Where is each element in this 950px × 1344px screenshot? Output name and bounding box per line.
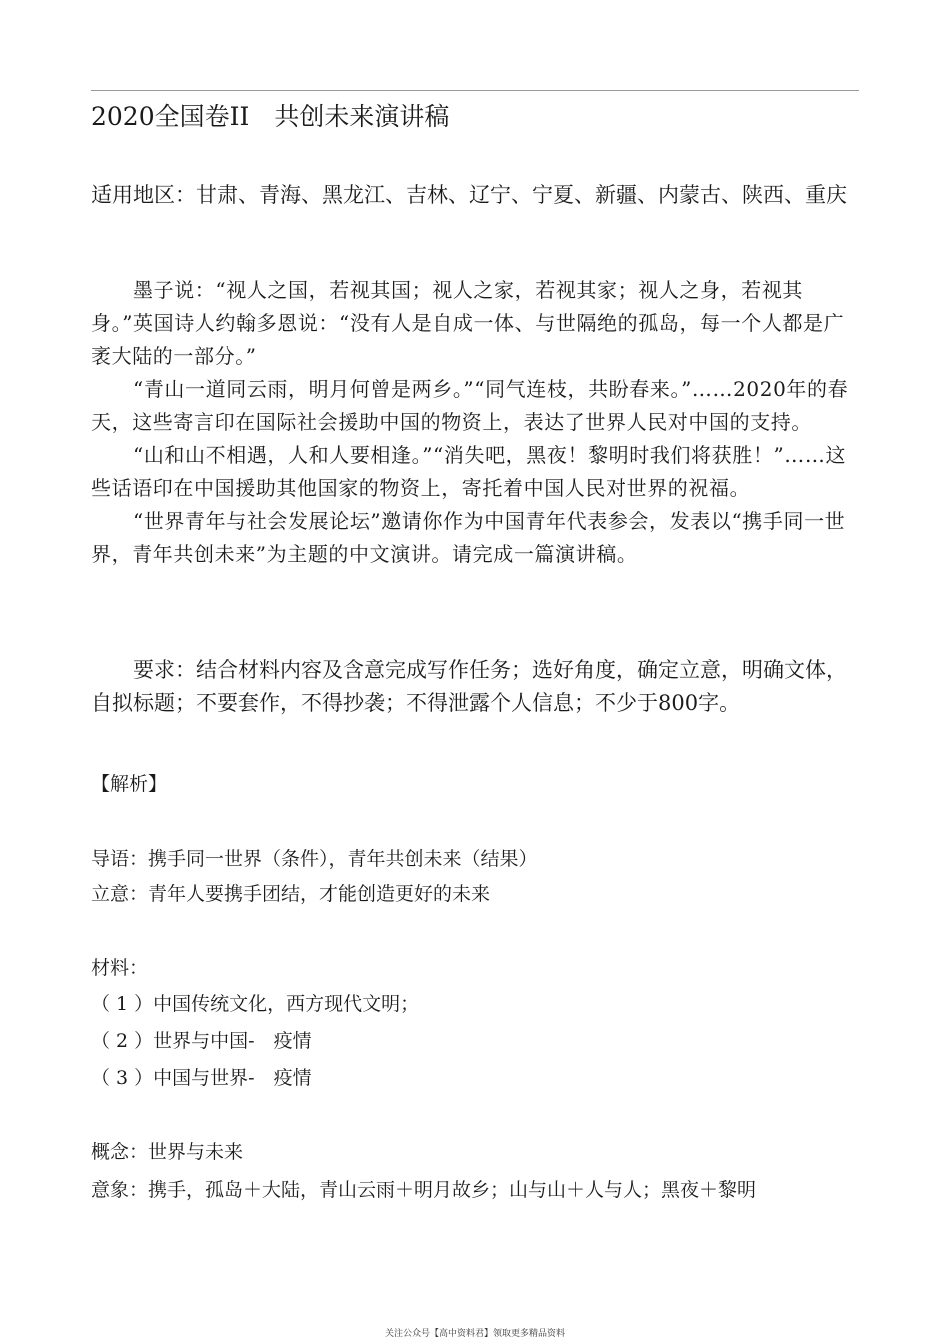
prompt-material xyxy=(91,274,861,571)
concept-line: 概念：世界与未来 xyxy=(91,1141,244,1163)
imagery-line: 意象：携手，孤岛＋大陆，青山云雨＋明月故乡；山与山＋人与人；黑夜＋黎明 xyxy=(91,1179,757,1201)
page-footer: 关注公众号【高中资料君】领取更多精品资料 xyxy=(384,1329,565,1339)
applicable-regions: 适用地区：甘肃、青海、黑龙江、吉林、辽宁、宁夏、新疆、内蒙古、陕西、重庆 xyxy=(91,183,847,207)
writing-requirement xyxy=(91,654,861,720)
material-paragraph: 墨子说：“视人之国，若视其国；视人之家，若视其家；视人之身，若视其身。”英国诗人约翰多恩说：“没有人是自成一体、与世隔绝的孤岛，每一个人都是广袤大陆的一部分。” xyxy=(91,278,845,368)
intent-line: 立意：青年人要携手团结，才能创造更好的未来 xyxy=(91,883,491,905)
guide-line: 导语：携手同一世界（条件），青年共创未来（结果） xyxy=(91,848,538,870)
material-paragraph: “青山一道同云雨，明月何曾是两乡。”“同气连枝，共盼春来。”……2020年的春天，这些寄言印在国际社会援助中国的物资上，表达了世界人民对中国的支持。 xyxy=(91,377,849,434)
material-item: （ 3 ）中国与世界- 疫情 xyxy=(91,1067,312,1089)
material-paragraph: “世界青年与社会发展论坛”邀请你作为中国青年代表参会，发表以“携手同一世界，青年共创未来”为主题的中文演讲。请完成一篇演讲稿。 xyxy=(91,509,846,566)
material-paragraph: “山和山不相遇，人和人要相逢。”“消失吧，黑夜！黎明时我们将获胜！”……这些话语印在中国援助其他国家的物资上，寄托着中国人民对世界的祝福。 xyxy=(91,443,847,500)
requirement-text: 要求：结合材料内容及含意完成写作任务；选好角度，确定立意，明确文体，自拟标题；不要套作，不得抄袭；不得泄露个人信息；不少于800字。 xyxy=(91,658,847,715)
header-rule xyxy=(91,90,859,91)
material-item: （ 2 ）世界与中国- 疫情 xyxy=(91,1030,312,1052)
material-label: 材料： xyxy=(91,957,149,979)
material-item: （ 1 ）中国传统文化，西方现代文明； xyxy=(91,993,420,1015)
analysis-heading: 【解析】 xyxy=(91,773,168,795)
page-title: 2020全国卷II 共创未来演讲稿 xyxy=(91,102,450,131)
